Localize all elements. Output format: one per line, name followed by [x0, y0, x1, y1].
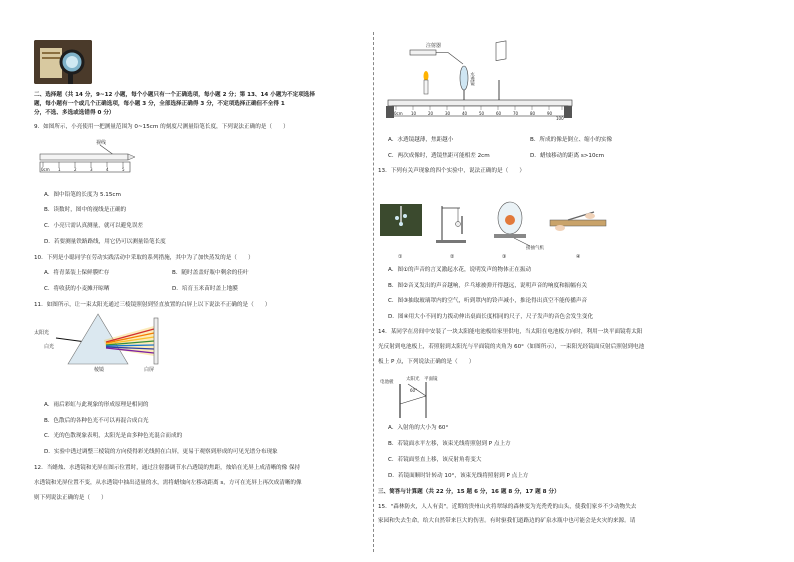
q14-stem-line3: 板上 P 点，下列说法正确的是（ ）	[378, 359, 475, 365]
q10-stem: 10．下列是小聪同学在劳动实践活动中采取的系列措施，其中为了加快蒸发的是（ ）	[34, 255, 254, 261]
q12-option-b: B．所成的像是倒立、缩小的实像	[530, 137, 613, 143]
q12-scale-100: 100	[556, 116, 564, 121]
q12-stem-line3: 则下列说法正确的是（ ）	[34, 495, 107, 501]
q12-label-lens: 水透镜	[469, 72, 475, 86]
q9-tick-2: 2	[74, 167, 77, 172]
q9-option-c: C．小亮只需认真测量，就可以避免误差	[44, 223, 144, 229]
q11-label-white: 白光	[44, 344, 55, 350]
q12-stem-line1: 12．当蜡烛、水透镜和光屏在图示位置时，通过注射器调节水凸透镜的焦距，烛焰在光屏上成清晰的像 保持	[34, 465, 301, 471]
q9-tick-1: 1	[58, 167, 61, 172]
q11-option-d: D．实验中透过调整三棱镜的方向使得彩光线照在白屏，更易于观察到形成的可见光谱分布现象	[44, 449, 278, 455]
q12-option-a: A．水透镜越薄，焦距越小	[388, 137, 454, 143]
q13-option-d: D．图④用大小不同的力拨动伸出桌面长度相同的尺子，尺子发声的音色会发生变化	[388, 314, 594, 320]
q13-option-b: B．图②音叉发出的声音越响，乒乓球被弹开得越远，说明声音的响度和振幅有关	[388, 283, 588, 289]
q14-stem-line1: 14．某同学在房间中安装了一块太阳能电池板给家里供电，当太阳在电池板方向时，利用一块平面镜将太阳	[378, 329, 643, 335]
q15-line2: 家园和失去生命，给大自然带来巨大的伤害。有时驱我们道路边的矿泉水瓶中也可能会是火灾的来源。请	[378, 518, 636, 524]
section-title-line3: 分，不选、多选或选错得 0 分）	[34, 110, 115, 116]
q12-scale-80: 80	[530, 111, 536, 116]
q11-label-prism: 棱镜	[94, 367, 105, 372]
q13-num-4: ④	[576, 254, 581, 260]
q11-prism-figure	[34, 312, 164, 376]
magnifier-icon	[34, 40, 92, 84]
q12-scale-10: 10	[411, 111, 417, 116]
q12-option-d: D．蜡烛移动的距离 s>10cm	[530, 153, 605, 159]
q12-scale-50: 50	[479, 111, 485, 116]
q12-label-syringe: 注射器	[426, 43, 442, 49]
q14-option-d: D．若镜面顺时针转动 10°，该束光线将照射到 P 点上方	[388, 473, 529, 479]
q10-option-d: D．培育玉米苗时盖上地膜	[172, 286, 238, 292]
section3-title: 三、简答与计算题（共 22 分，15 题 6 分，16 题 8 分，17 题 8 分）	[378, 489, 560, 495]
q11-stem: 11．如图所示，让一束太阳光通过三棱镜照射到竖直放置的白屏上以下说法不正确的是（ ）	[34, 302, 271, 308]
q9-ruler-label: 视线	[96, 140, 107, 146]
q9-tick-5: 5	[122, 167, 125, 172]
q12-scale-20: 20	[428, 111, 434, 116]
q12-scale-0: 0cm	[394, 111, 403, 116]
q12-scale-70: 70	[513, 111, 519, 116]
q11-option-c: C．光的色散现象表明，太阳光是由多种色光混合而成的	[44, 433, 183, 439]
q14-label-sun: 太阳光	[406, 377, 420, 382]
q14-option-c: C．若镜面竖直上移，该反射角将变大	[388, 457, 482, 463]
q14-option-a: A．入射角的大小为 60°	[388, 425, 449, 431]
q12-scale-30: 30	[445, 111, 451, 116]
q13-num-3: ③	[502, 254, 507, 260]
column-divider	[373, 32, 374, 552]
q12-option-c: C．两次成像时，透镜焦距可能相差 2cm	[388, 153, 490, 159]
q13-stem: 13．下列有关声现象的四个实验中，说法正确的是（ ）	[378, 168, 525, 174]
q12-optical-bench-figure	[386, 40, 576, 126]
q9-stem: 9．如图所示，小亮使用一把测量范围为 0~15cm 的刻度尺测量铅笔长度，下列说法正确的是（ ）	[34, 124, 289, 130]
section-title: 二、选择题（共 14 分，9~12 小题，每个小题只有一个正确选项，每小题 2 分；第 13、14 小题为不定项选择	[34, 92, 315, 98]
section-title-line2: 题，每小题有一个或几个正确选项，每小题 3 分，全部选择正确得 3 分，不定项选择正确但不全得 1	[34, 101, 285, 107]
q14-label-angle: 60°	[410, 388, 418, 393]
q13-option-a: A．图①的声音的言叉激起水花，说明发声的物体正在振动	[388, 267, 532, 273]
q11-option-a: A．雨后彩虹与此现象的形成原理是相同的	[44, 402, 149, 408]
cover-thumbnail	[34, 40, 92, 84]
q9-tick-3: 3	[90, 167, 93, 172]
q9-option-d: D．若要测量铁路路线，用它仍可以测量铅笔长度	[44, 239, 166, 245]
q10-option-a: A．将青菜装上保鲜膜贮存	[44, 270, 110, 276]
q12-scale-40: 40	[462, 111, 468, 116]
q9-ruler-figure	[38, 136, 138, 182]
q15-line1: 15．"森林防火，人人有责"。近期的贵州山火将翠绿的森林变为光秃秃的山头，使我们家乡不少动物失去	[378, 504, 637, 510]
q11-label-screen: 白屏	[144, 367, 155, 372]
q13-num-1: ①	[398, 254, 403, 260]
q13-label-pump: 接抽气机	[526, 246, 544, 251]
q12-scale-90: 90	[547, 111, 553, 116]
q9-tick-4: 4	[106, 167, 109, 172]
q12-scale-60: 60	[496, 111, 502, 116]
q14-option-b: B．若镜面水平左移，该束光线将照射到 P 点上方	[388, 441, 511, 447]
q12-stem-line2: 水透镜和光屏位置不变，从水透镜中抽出适量的水，需将蜡烛向左移动距离 s，方可在光屏上再次成清晰的像	[34, 480, 302, 486]
q9-option-a: A．图中铅笔的长度为 5.15cm	[44, 192, 121, 198]
q10-option-c: C．将收获的小麦摊开晾晒	[44, 286, 110, 292]
q11-option-b: B．色散后的各种色光不可以再混合成白光	[44, 418, 149, 424]
q14-label-mirror: 平面镜	[424, 377, 438, 382]
q13-figures	[380, 198, 610, 264]
q11-label-sun: 太阳光	[34, 330, 50, 336]
q14-stem-line2: 光反射到电池板上，若照射到太阳光与平面镜的夹角为 60°（如图所示），一束阳光经镜面反射后照射到电池	[378, 344, 645, 350]
q10-option-b: B．随时盖盖好瓶中剩余的佳叶	[172, 270, 249, 276]
q14-mirror-figure	[380, 374, 446, 424]
q14-label-panel: 电池板	[380, 380, 394, 385]
q13-num-2: ②	[450, 254, 455, 260]
q9-option-b: B．读数时，图中的视线是正确的	[44, 207, 127, 213]
q9-tick-0: 0cm	[41, 167, 50, 172]
q13-option-c: C．图③抽取玻璃罩内的空气，听到罩内的铃声减小，推论得出真空不能传播声音	[388, 298, 588, 304]
